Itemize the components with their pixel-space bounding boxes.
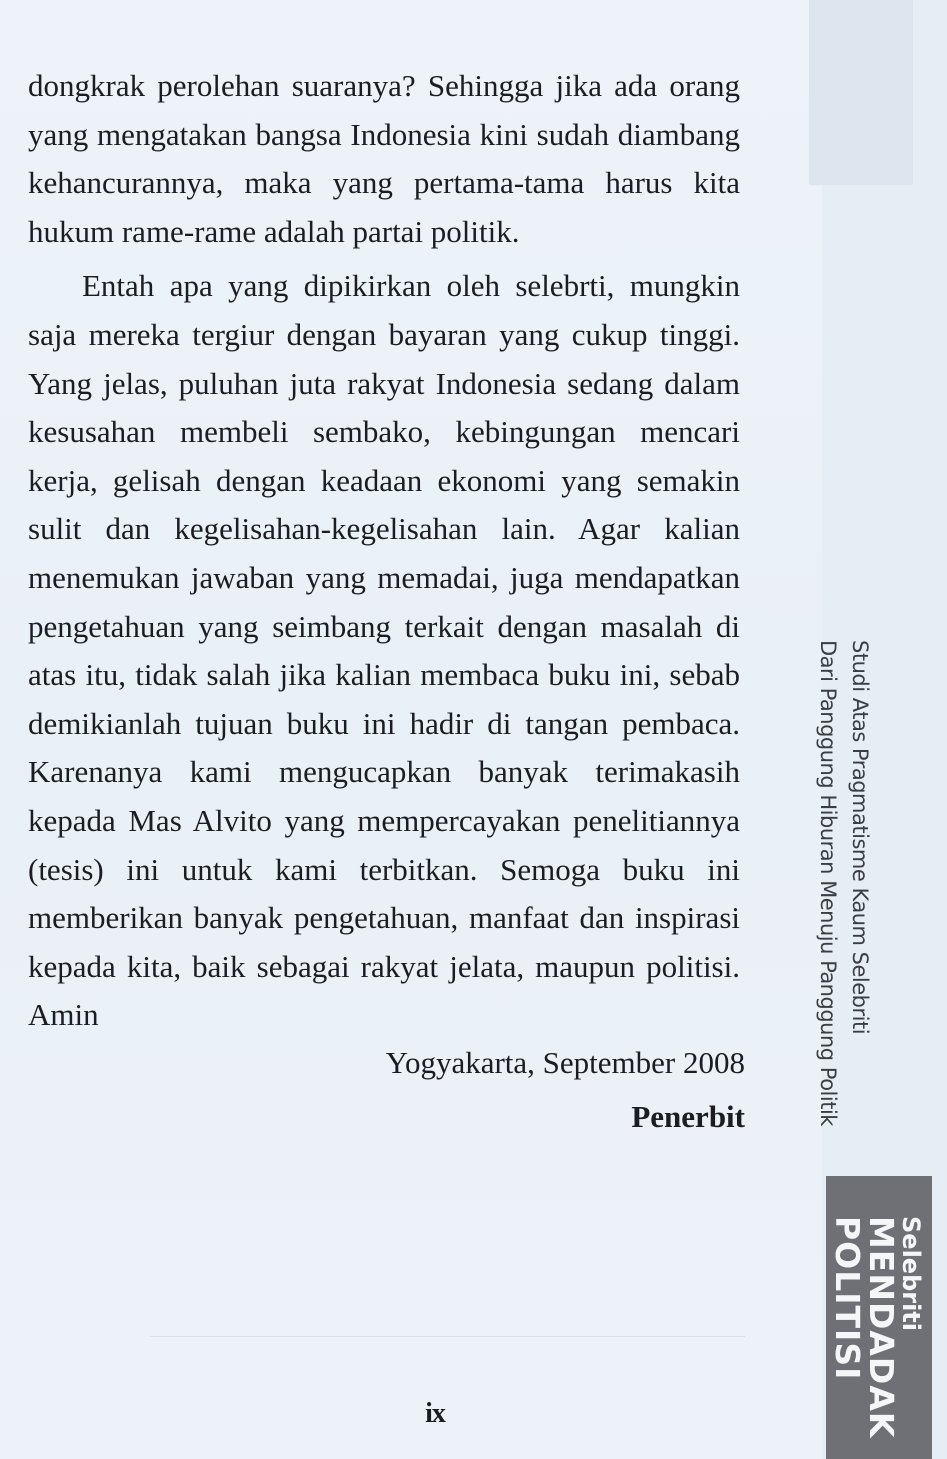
spine-title-line-1: Selebriti	[897, 1216, 925, 1332]
spine-title-line-3: POLITISI	[828, 1216, 867, 1381]
paragraph-2: Entah apa yang dipikirkan oleh selebrti, mungkin saja mereka tergiur dengan bayaran yang cukup tinggi. Yang jelas, puluhan juta rakyat Indonesia sedang dalam kesusahan membeli sembako, kebingungan mencari kerja, gelisah dengan keadaan ekonomi yang semakin sulit dan kegelisahan-kegelisahan lain. Agar kalian menemukan jawaban yang memadai, juga mendapatkan pengetahuan yang seimbang terkait dengan masalah di atas itu, tidak salah jika kalian membaca buku ini, sebab demikianlah tujuan buku ini hadir di tangan pembaca. Karenanya kami mengucapkan banyak terimakasih kepada Mas Alvito yang mempercayakan penelitiannya (tesis) ini untuk kami terbitkan. Semoga buku ini memberikan banyak pengetahuan, manfaat dan inspirasi kepada kita, baik sebagai rakyat jelata, maupun politisi. Amin	[28, 268, 740, 1033]
page-number: ix	[425, 1398, 445, 1429]
spine-top-block	[809, 0, 913, 185]
place-date: Yogyakarta, September 2008	[385, 1045, 745, 1080]
spine-subtitle-line-1: Studi Atas Pragmatisme Kaum Selebriti	[848, 640, 872, 1035]
spine-title-line-2: MENDADAK	[862, 1216, 901, 1439]
publisher-name: Penerbit	[631, 1099, 745, 1134]
divider	[150, 1336, 745, 1337]
spine-title-box	[826, 1176, 932, 1459]
body-text	[28, 62, 740, 1040]
paragraph-1: dongkrak perolehan suaranya? Sehingga jika ada orang yang mengatakan bangsa Indonesia kini sudah diambang kehancurannya, maka yang pertama-tama harus kita hukum rame-rame adalah partai politik.	[28, 68, 740, 249]
spine-subtitle-line-2: Dari Panggung Hiburan Menuju Panggung Politik	[816, 640, 840, 1126]
spine-subtitle	[780, 640, 876, 1160]
signoff	[386, 1036, 745, 1144]
spine-title	[826, 1176, 932, 1459]
